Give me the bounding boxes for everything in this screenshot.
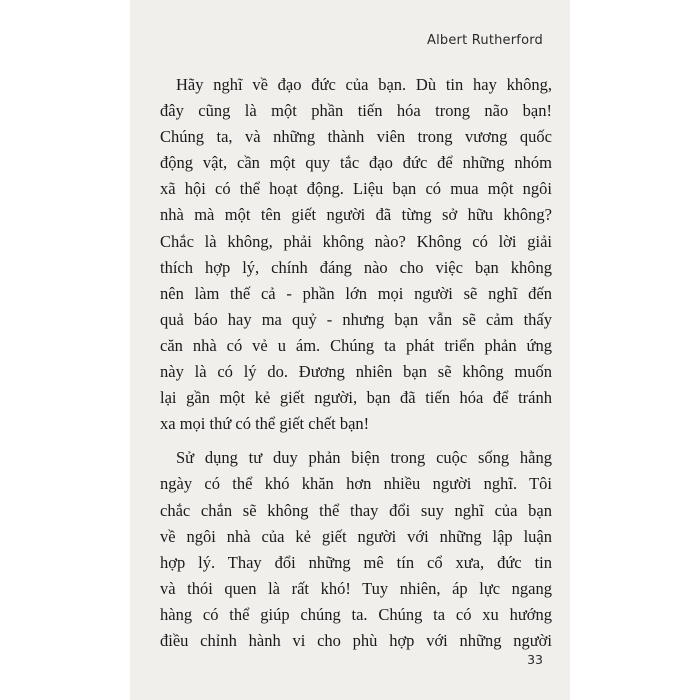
text-line: ngày có thể khó khăn hơn nhiều người nghĩ. Tôi [160,474,552,494]
paragraph-gap [160,437,552,445]
text-line: hàng có thể giúp chúng ta. Chúng ta có xu hướng [160,604,552,624]
page-number: 33 [527,652,543,667]
text-line: xa mọi thứ có thể giết chết bạn! [160,414,370,434]
text-line: hợp lý. Thay đổi những mê tín cổ xưa, đức tin [160,552,552,572]
text-line: này là có lý do. Đương nhiên bạn sẽ không muốn [160,362,552,382]
book-page [130,0,570,700]
paragraph-2 [160,445,552,654]
text-line: quả báo hay ma quỷ - nhưng bạn vẫn sẽ cảm thấy [160,309,552,329]
text-line: đây cũng là một phần tiến hóa trong não bạn! [160,101,552,121]
text-line: lại gần một kẻ giết người, bạn đã tiến hóa để tránh [160,388,552,408]
text-line: Chúng ta, và những thành viên trong vương quốc [160,127,552,147]
text-line: Hãy nghĩ về đạo đức của bạn. Dù tin hay không, [176,75,552,94]
running-header: Albert Rutherford [427,33,543,48]
text-line: nhà mà một tên giết người đã từng sở hữu không? [160,205,552,225]
text-line: Chắc là không, phải không nào? Không có lời giải [160,231,552,251]
text-line: điều chỉnh hành vi cho phù hợp với những người [160,630,552,650]
text-line: xã hội có thể hoạt động. Liệu bạn có mua một ngôi [160,179,552,199]
text-line: Sử dụng tư duy phản biện trong cuộc sống hằng [176,448,552,468]
text-line: căn nhà có vẻ u ám. Chúng ta phát triển phản ứng [160,335,552,355]
text-line: và thói quen là rất khó! Tuy nhiên, áp lực ngang [160,578,552,598]
text-line: nên làm thế cả - phần lớn mọi người sẽ nghĩ đến [160,283,552,303]
text-line: thích hợp lý, chính đáng nào cho việc bạn không [160,257,552,277]
body-text [160,72,552,654]
paragraph-1 [160,72,552,437]
text-line: về ngôi nhà của kẻ giết người với những lập luận [160,526,552,546]
text-line: động vật, cần một quy tắc đạo đức để những nhóm [160,153,552,173]
text-line: chắc chắn sẽ không thể thay đổi suy nghĩ của bạn [160,500,552,520]
